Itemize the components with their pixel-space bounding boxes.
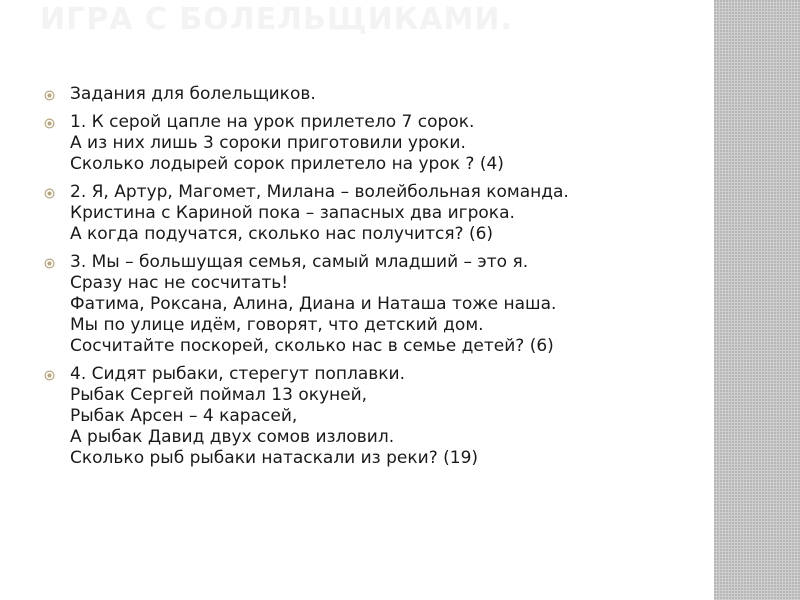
- decorative-side-panel: [714, 0, 800, 600]
- bullet-text: [70, 112, 504, 175]
- list-item: [44, 252, 714, 357]
- text-line: Мы по улице идём, говорят, что детский дом.: [70, 315, 484, 335]
- text-line: Фатима, Роксана, Алина, Диана и Наташа тоже наша.: [70, 294, 557, 314]
- list-item: [44, 182, 714, 245]
- text-line: 3. Мы – большущая семья, самый младший – это я.: [70, 252, 529, 272]
- bullet-text: [70, 84, 316, 105]
- text-line: Рыбак Арсен – 4 карасей,: [70, 406, 298, 426]
- slide-content: [44, 84, 714, 476]
- list-item: [44, 364, 714, 469]
- circled-dot-icon: [44, 90, 55, 101]
- text-line: Кристина с Кариной пока – запасных два игрока.: [70, 203, 515, 223]
- circled-dot-icon: [44, 118, 55, 129]
- text-line: Сосчитайте поскорей, сколько нас в семье детей? (6): [70, 336, 554, 356]
- text-line: 2. Я, Артур, Магомет, Милана – волейбольная команда.: [70, 182, 569, 202]
- text-line: Задания для болельщиков.: [70, 84, 316, 104]
- bullet-text: [70, 364, 478, 469]
- bullet-text: [70, 252, 556, 357]
- circled-dot-icon: [44, 258, 55, 269]
- bullet-text: [70, 182, 569, 245]
- text-line: 1. К серой цапле на урок прилетело 7 сорок.: [70, 112, 475, 132]
- slide-title: ИГРА С БОЛЕЛЬЩИКАМИ.: [40, 2, 513, 37]
- text-line: Рыбак Сергей поймал 13 окуней,: [70, 385, 368, 405]
- text-line: А рыбак Давид двух сомов изловил.: [70, 427, 395, 447]
- list-item: [44, 112, 714, 175]
- text-line: А когда подучатся, сколько нас получится? (6): [70, 224, 494, 244]
- text-line: 4. Сидят рыбаки, стерегут поплавки.: [70, 364, 405, 384]
- text-line: Сразу нас не сосчитать!: [70, 273, 289, 293]
- bullet-list: [44, 84, 714, 469]
- circled-dot-icon: [44, 188, 55, 199]
- circled-dot-icon: [44, 370, 55, 381]
- text-line: Сколько лодырей сорок прилетело на урок ? (4): [70, 154, 504, 174]
- list-item: [44, 84, 714, 105]
- text-line: Сколько рыб рыбаки натаскали из реки? (19): [70, 448, 479, 468]
- text-line: А из них лишь 3 сороки приготовили уроки.: [70, 133, 466, 153]
